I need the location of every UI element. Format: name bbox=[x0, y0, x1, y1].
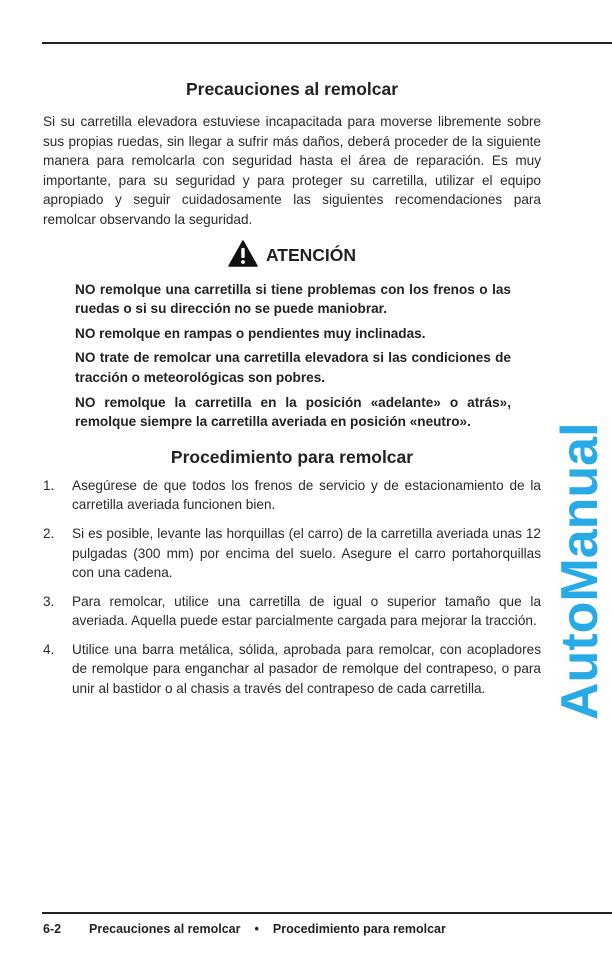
warning-triangle-icon bbox=[228, 240, 258, 272]
step-text: Si es posible, levante las horquillas (el carro) de la carretilla averiada unas 12 pulgadas (300 mm) por encima del suelo. Asegure el carro portahorquillas con una cadena. bbox=[72, 525, 541, 581]
attention-heading bbox=[43, 240, 541, 272]
footer-separator: • bbox=[254, 922, 259, 936]
step-item bbox=[43, 476, 541, 515]
page-content bbox=[43, 78, 541, 708]
warning-item: NO trate de remolcar una carretilla elevadora si las condiciones de tracción o meteorológicas son pobres. bbox=[75, 350, 511, 385]
warning-list bbox=[75, 280, 511, 432]
step-item bbox=[43, 640, 541, 699]
header-rule bbox=[42, 42, 612, 44]
page-footer bbox=[43, 922, 446, 936]
footer-rule bbox=[42, 912, 612, 914]
section-title: Precauciones al remolcar bbox=[185, 79, 399, 99]
step-number: 1. bbox=[43, 477, 55, 493]
footer-section-2: Procedimiento para remolcar bbox=[272, 922, 446, 936]
step-number: 3. bbox=[43, 593, 55, 609]
attention-label: ATENCIÓN bbox=[265, 245, 357, 266]
step-text: Asegúrese de que todos los frenos de servicio y de estacionamiento de la carretilla averiada funcionen bien. bbox=[72, 477, 541, 513]
step-text: Para remolcar, utilice una carretilla de igual o superior tamaño que la averiada. Aquella puede estar parcialmente cargada para mejorar la tracción. bbox=[72, 593, 541, 629]
intro-paragraph: Si su carretilla elevadora estuviese incapacitada para moverse libremente sobre sus propias ruedas, sin llegar a sufrir más daños, deberá proceder de la siguiente manera para remolcarla con seguridad hasta el área de reparación. Es muy importante, para su seguridad y para proteger su carretilla, utilizar el equipo apropiado y seguir cuidadosamente las siguientes recomendaciones para remolcar observando la seguridad. bbox=[43, 114, 541, 227]
procedure-title: Procedimiento para remolcar bbox=[170, 446, 414, 467]
step-text: Utilice una barra metálica, sólida, aprobada para remolcar, con acopladores de remolque para enganchar al pasador de remolque del contrapeso, o para unir al bastidor o al chasis a través del contrapeso de cada carretilla. bbox=[72, 641, 541, 697]
page-number: 6-2 bbox=[43, 922, 62, 936]
step-item bbox=[43, 524, 541, 583]
watermark: AutoManual bbox=[551, 422, 609, 720]
step-item bbox=[43, 592, 541, 631]
procedure-steps bbox=[43, 476, 541, 699]
warning-item: NO remolque una carretilla si tiene problemas con los frenos o las ruedas o si su dirección no se puede maniobrar. bbox=[75, 281, 511, 317]
warning-item: NO remolque la carretilla en la posición «adelante» o atrás», remolque siempre la carretilla averiada en posición «neutro». bbox=[75, 394, 511, 430]
warning-item: NO remolque en rampas o pendientes muy inclinadas. bbox=[75, 325, 426, 341]
step-number: 4. bbox=[43, 641, 55, 657]
step-number: 2. bbox=[43, 525, 55, 541]
footer-section-1: Precauciones al remolcar bbox=[89, 922, 241, 936]
